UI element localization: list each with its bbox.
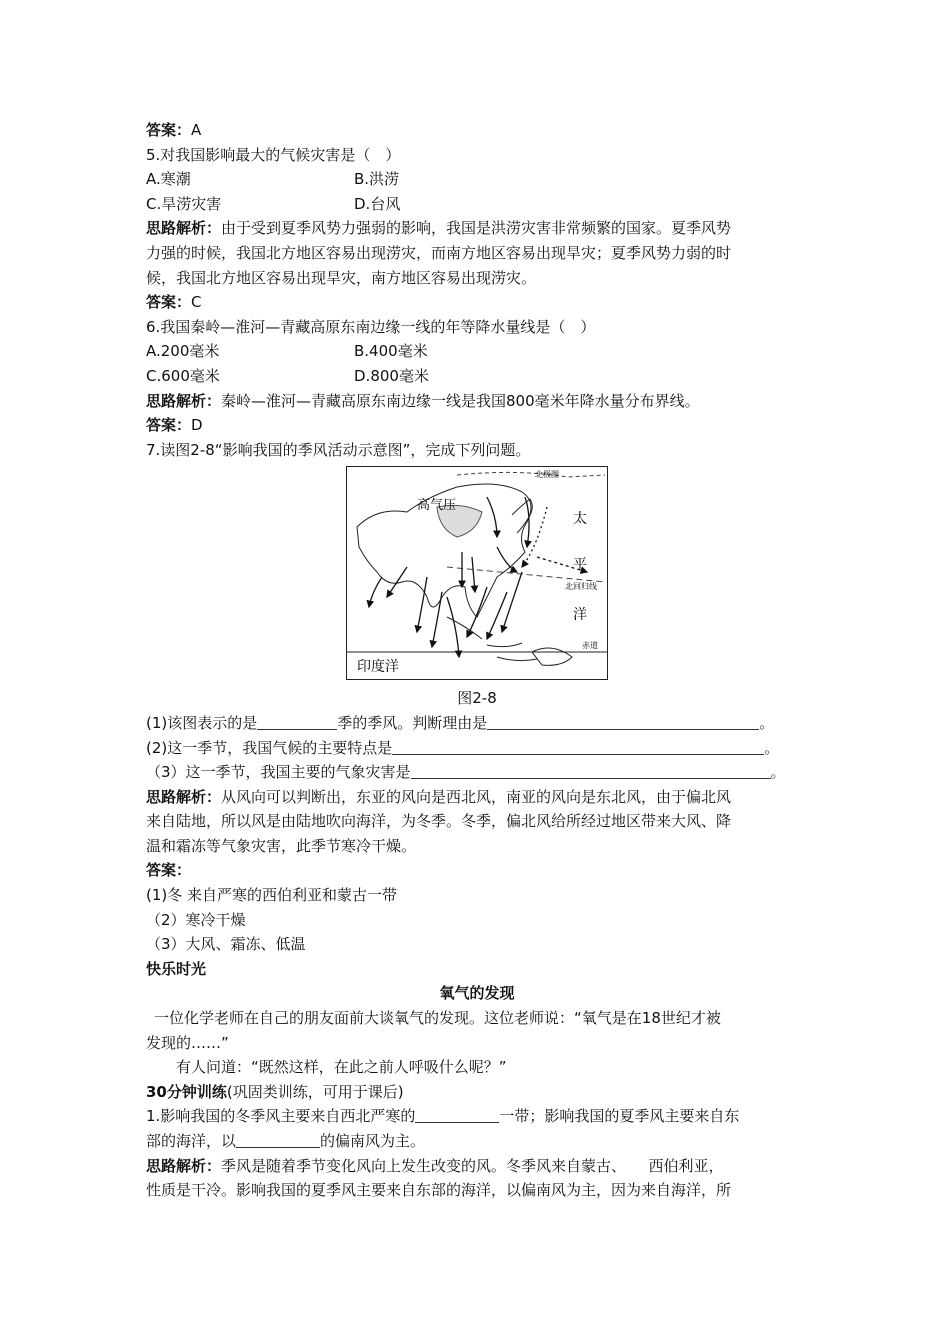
fun-title: 氧气的发现 bbox=[439, 984, 515, 1003]
q4-answer: 答案：A bbox=[146, 121, 202, 139]
fun-paragraph-2: 有人问道：“既然这样，在此之前人呼吸什么呢？” bbox=[176, 1058, 507, 1077]
blank[interactable] bbox=[487, 712, 759, 730]
q6-option-d: D.800毫米 bbox=[354, 366, 429, 385]
monsoon-map bbox=[346, 466, 608, 680]
wind-arrow bbox=[467, 587, 487, 637]
training-q1: 1.影响我国的冬季风主要来自西北严寒的 一带；影响我国的夏季风主要来自东 bbox=[146, 1107, 740, 1126]
wind-arrow bbox=[487, 592, 507, 639]
document-page bbox=[146, 118, 808, 1203]
indian-ocean-label: 印度洋 bbox=[357, 659, 399, 676]
blank[interactable] bbox=[236, 1130, 320, 1148]
q5-option-c: C.旱涝灾害 bbox=[146, 194, 222, 213]
wind-arrow bbox=[387, 567, 407, 597]
q5-analysis: 思路解析：由于受到夏季风势力强弱的影响，我国是洪涝灾害非常频繁的国家。夏季风势 bbox=[146, 219, 732, 238]
blank[interactable] bbox=[415, 1105, 499, 1123]
q7-stem: 7.读图2-8“影响我国的季风活动示意图”，完成下列问题。 bbox=[146, 440, 531, 459]
q5-option-a: A.寒潮 bbox=[146, 170, 191, 189]
wind-arrow bbox=[497, 547, 517, 572]
arctic-label: 北极圈 bbox=[535, 470, 559, 480]
blank[interactable] bbox=[257, 712, 337, 730]
wind-arrow bbox=[369, 577, 382, 607]
new-guinea bbox=[532, 648, 572, 665]
q5-option-d: D.台风 bbox=[354, 194, 401, 213]
fun-heading: 快乐时光 bbox=[146, 959, 207, 978]
figure-caption: 图2-8 bbox=[457, 689, 497, 708]
wind-arrow bbox=[502, 572, 522, 632]
q7-answer-1: (1)冬 来自严寒的西伯利亚和蒙古一带 bbox=[146, 886, 398, 905]
q6-option-a: A.200毫米 bbox=[146, 342, 220, 361]
wind-arrow bbox=[432, 592, 442, 647]
fun-paragraph-1-cont: 发现的……” bbox=[146, 1033, 229, 1052]
pacific-label-3: 洋 bbox=[573, 607, 587, 624]
training-q1-cont: 部的海洋，以 的偏南风为主。 bbox=[146, 1132, 426, 1150]
q6-option-b: B.400毫米 bbox=[354, 342, 428, 361]
q5-analysis-line: 力强的时候，我国北方地区容易出现涝灾，而南方地区容易出现旱灾；夏季风势力弱的时 bbox=[146, 243, 732, 262]
wind-arrow bbox=[522, 507, 547, 567]
q6-option-c: C.600毫米 bbox=[146, 366, 220, 385]
q5-analysis-line: 候，我国北方地区容易出现旱灾，南方地区容易出现涝灾。 bbox=[146, 268, 537, 287]
q6-analysis: 思路解析：秦岭—淮河—青藏高原东南边缘一线是我国800毫米年降水量分布界线。 bbox=[146, 391, 700, 410]
q5-stem: 5.对我国影响最大的气候灾害是（ ） bbox=[146, 145, 401, 164]
wind-arrow bbox=[472, 557, 475, 592]
pacific-label-1: 太 bbox=[573, 511, 587, 528]
q7-sub1: (1)该图表示的是 季的季风。判断理由是 。 bbox=[146, 713, 775, 732]
equator-label: 赤道 bbox=[582, 641, 598, 651]
q7-sub2: (2)这一季节，我国气候的主要特点是 。 bbox=[146, 738, 780, 757]
tropic-label: 北回归线 bbox=[565, 582, 597, 592]
q6-options-row-1 bbox=[146, 339, 808, 364]
training-analysis-line: 性质是干冷。影响我国的夏季风主要来自东部的海洋，以偏南风为主，因为来自海洋，所 bbox=[146, 1181, 732, 1200]
q6-stem: 6.我国秦岭—淮河—青藏高原东南边缘一线的年等降水量线是（ ） bbox=[146, 317, 596, 336]
q7-answer-3: （3）大风、霜冻、低温 bbox=[146, 935, 306, 954]
training-analysis: 思路解析：季风是随着季节变化风向上发生改变的风。冬季风来自蒙古、 西伯利亚， bbox=[146, 1156, 724, 1175]
q5-options-row-2 bbox=[146, 192, 808, 217]
q7-answer-label: 答案： bbox=[146, 861, 192, 880]
q7-answer-2: （2）寒冷干燥 bbox=[146, 910, 246, 929]
fun-paragraph-1: 一位化学老师在自己的朋友面前大谈氧气的发现。这位老师说：“氧气是在18世纪才被 bbox=[154, 1009, 721, 1028]
q7-sub3: （3）这一季节，我国主要的气象灾害是 。 bbox=[146, 763, 786, 782]
blank[interactable] bbox=[411, 761, 771, 779]
training-heading: 30分钟训练(巩固类训练，可用于课后) bbox=[146, 1082, 404, 1101]
island-arcs bbox=[447, 617, 537, 661]
wind-arrow bbox=[447, 597, 459, 657]
pacific-label-2: 平 bbox=[573, 557, 587, 574]
q6-answer: 答案：D bbox=[146, 416, 203, 435]
wind-arrow bbox=[487, 497, 497, 537]
blank[interactable] bbox=[392, 737, 764, 755]
q5-options-row-1 bbox=[146, 167, 808, 192]
q7-analysis-line: 温和霜冻等气象灾害，此季节寒冷干燥。 bbox=[146, 836, 417, 855]
monsoon-map-svg bbox=[347, 467, 607, 679]
q7-analysis: 思路解析：从风向可以判断出，东亚的风向是西北风，南亚的风向是东北风，由于偏北风 bbox=[146, 787, 732, 806]
q5-option-b: B.洪涝 bbox=[354, 170, 400, 189]
q7-analysis-line: 来自陆地，所以风是由陆地吹向海洋，为冬季。冬季，偏北风给所经过地区带来大风、降 bbox=[146, 812, 732, 831]
arctic-circle-line bbox=[457, 473, 605, 478]
high-pressure-label: 高气压 bbox=[417, 498, 457, 514]
q6-options-row-2 bbox=[146, 364, 808, 389]
q5-answer: 答案：C bbox=[146, 293, 202, 312]
